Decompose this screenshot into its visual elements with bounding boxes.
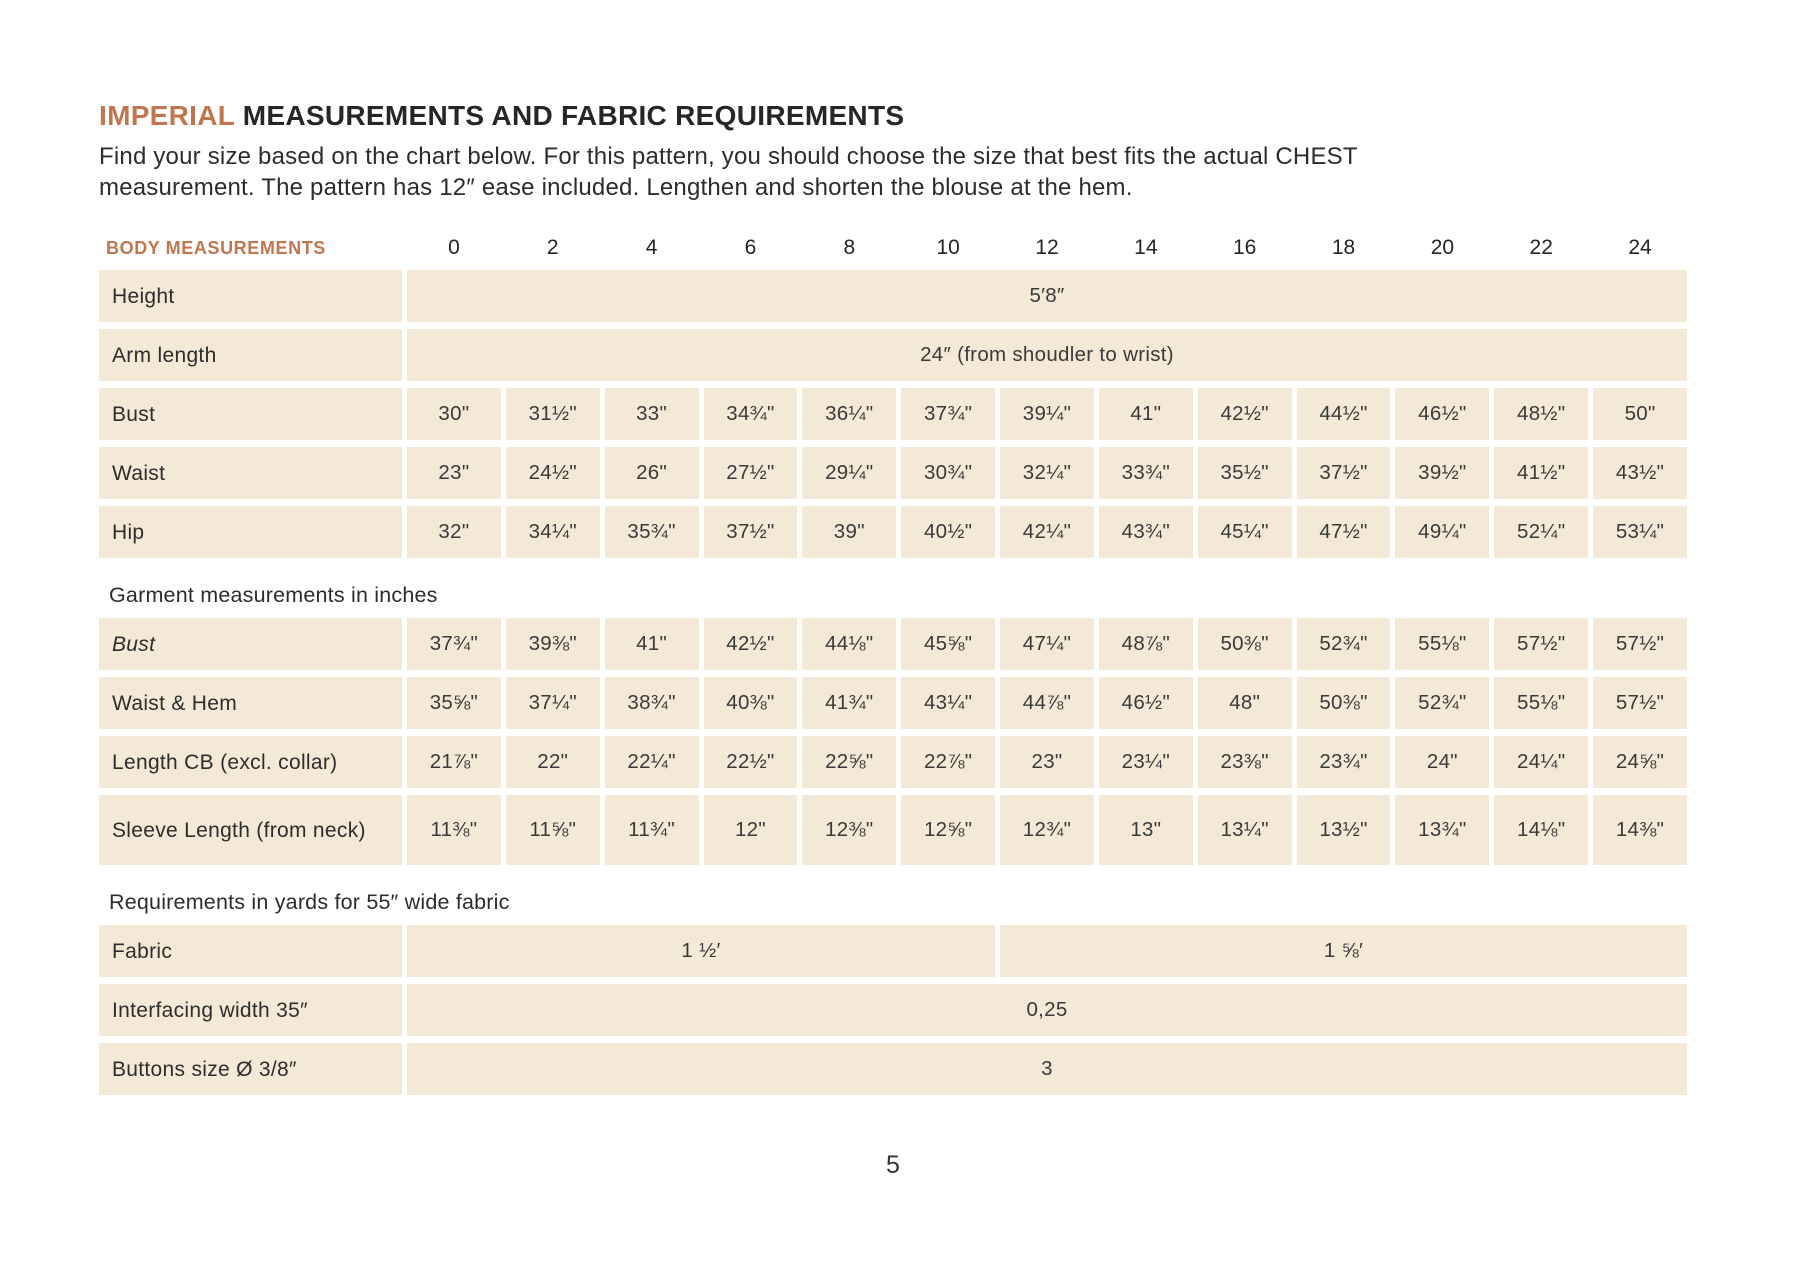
size-column-header: 10 — [936, 236, 960, 259]
value-cell: 48" — [1198, 677, 1292, 729]
page-number: 5 — [886, 1151, 900, 1179]
value-cell: 41¾" — [802, 677, 896, 729]
value-cell: 46½" — [1099, 677, 1193, 729]
value-cell: 57½" — [1593, 677, 1687, 729]
value-cell: 11⅜" — [407, 795, 501, 865]
value-cell: 35¾" — [605, 506, 699, 558]
value-cell: 47½" — [1297, 506, 1391, 558]
size-column-header: 14 — [1134, 236, 1158, 259]
page-title — [99, 100, 1687, 132]
value-cell: 13" — [1099, 795, 1193, 865]
value-cell: 32" — [407, 506, 501, 558]
value-cell: 23⅜" — [1198, 736, 1292, 788]
value-cell: 55⅛" — [1494, 677, 1588, 729]
value-cell: 43½" — [1593, 447, 1687, 499]
span-value-cell: 5′8″ — [407, 270, 1687, 322]
row-label: Height — [99, 270, 402, 322]
value-cell: 52¾" — [1395, 677, 1489, 729]
value-cell: 48½" — [1494, 388, 1588, 440]
size-column-header: 22 — [1529, 236, 1553, 259]
value-cell: 50⅜" — [1198, 618, 1292, 670]
value-cell: 12⅝" — [901, 795, 995, 865]
row-label: Arm length — [99, 329, 402, 381]
value-cell: 42¼" — [1000, 506, 1094, 558]
value-cell: 39⅜" — [506, 618, 600, 670]
size-column-header: 6 — [744, 236, 757, 259]
value-cell: 52¾" — [1297, 618, 1391, 670]
value-cell: 22" — [506, 736, 600, 788]
table-corner-label: BODY MEASUREMENTS — [106, 237, 326, 258]
value-cell: 14⅜" — [1593, 795, 1687, 865]
value-cell: 34¾" — [704, 388, 798, 440]
value-cell: 50⅜" — [1297, 677, 1391, 729]
span-value-cell: 24″ (from shoudler to wrist) — [407, 329, 1687, 381]
value-cell: 24½" — [506, 447, 600, 499]
value-cell: 55⅛" — [1395, 618, 1489, 670]
span-value-cell: 0,25 — [407, 984, 1687, 1036]
value-cell: 46½" — [1395, 388, 1489, 440]
value-cell: 13¼" — [1198, 795, 1292, 865]
value-cell: 32¼" — [1000, 447, 1094, 499]
value-cell: 43¼" — [901, 677, 995, 729]
size-column-header: 12 — [1035, 236, 1059, 259]
size-column-header: 24 — [1628, 236, 1652, 259]
value-cell: 41" — [605, 618, 699, 670]
size-column-header: 8 — [843, 236, 856, 259]
split-left-cell: 1 ½′ — [407, 925, 995, 977]
value-cell: 53¼" — [1593, 506, 1687, 558]
row-label: Interfacing width 35″ — [99, 984, 402, 1036]
row-label: Waist — [99, 447, 402, 499]
value-cell: 12" — [704, 795, 798, 865]
page-title-rest: MEASUREMENTS AND FABRIC REQUIREMENTS — [234, 100, 905, 131]
row-label: Bust — [99, 388, 402, 440]
value-cell: 11¾" — [605, 795, 699, 865]
value-cell: 37½" — [704, 506, 798, 558]
value-cell: 37½" — [1297, 447, 1391, 499]
value-cell: 49¼" — [1395, 506, 1489, 558]
section-heading: Garment measurements in inches — [109, 583, 438, 607]
value-cell: 43¾" — [1099, 506, 1193, 558]
value-cell: 35½" — [1198, 447, 1292, 499]
value-cell: 41½" — [1494, 447, 1588, 499]
value-cell: 11⅝" — [506, 795, 600, 865]
page-title-accent: IMPERIAL — [99, 100, 235, 131]
value-cell: 48⅞" — [1099, 618, 1193, 670]
row-label: Buttons size Ø 3/8″ — [99, 1043, 402, 1095]
value-cell: 44⅛" — [802, 618, 896, 670]
value-cell: 12¾" — [1000, 795, 1094, 865]
value-cell: 30" — [407, 388, 501, 440]
value-cell: 39½" — [1395, 447, 1489, 499]
value-cell: 44⅞" — [1000, 677, 1094, 729]
value-cell: 36¼" — [802, 388, 896, 440]
value-cell: 22⅞" — [901, 736, 995, 788]
value-cell: 39" — [802, 506, 896, 558]
value-cell: 41" — [1099, 388, 1193, 440]
value-cell: 22½" — [704, 736, 798, 788]
value-cell: 39¼" — [1000, 388, 1094, 440]
size-column-header: 18 — [1331, 236, 1356, 259]
size-column-header: 0 — [448, 236, 460, 259]
value-cell: 22¼" — [605, 736, 699, 788]
value-cell: 13½" — [1297, 795, 1391, 865]
value-cell: 23" — [1000, 736, 1094, 788]
value-cell: 24" — [1395, 736, 1489, 788]
value-cell: 57½" — [1593, 618, 1687, 670]
span-value-cell: 3 — [407, 1043, 1687, 1095]
size-column-header: 16 — [1233, 236, 1257, 259]
value-cell: 37¾" — [901, 388, 995, 440]
value-cell: 26" — [605, 447, 699, 499]
split-right-cell: 1 ⅝′ — [1000, 925, 1687, 977]
value-cell: 29¼" — [802, 447, 896, 499]
value-cell: 24⅝" — [1593, 736, 1687, 788]
measurement-table — [99, 233, 1687, 1095]
size-column-header: 2 — [546, 236, 559, 259]
value-cell: 45⅝" — [901, 618, 995, 670]
value-cell: 44½" — [1297, 388, 1391, 440]
section-heading: Requirements in yards for 55″ wide fabric — [109, 890, 510, 914]
value-cell: 37¾" — [407, 618, 501, 670]
size-column-header: 4 — [645, 236, 658, 259]
intro-text: Find your size based on the chart below. For this pattern, you should choose the size that best fits the actual CHEST measurement. The pattern has 12″ ease included. Lengthen and shorten the blouse at the hem. — [99, 143, 1358, 201]
value-cell: 12⅜" — [802, 795, 896, 865]
value-cell: 30¾" — [901, 447, 995, 499]
value-cell: 45¼" — [1198, 506, 1292, 558]
value-cell: 42½" — [1198, 388, 1292, 440]
value-cell: 33¾" — [1099, 447, 1193, 499]
value-cell: 42½" — [704, 618, 798, 670]
value-cell: 13¾" — [1395, 795, 1489, 865]
value-cell: 35⅝" — [407, 677, 501, 729]
value-cell: 22⅝" — [802, 736, 896, 788]
value-cell: 23" — [407, 447, 501, 499]
value-cell: 50" — [1593, 388, 1687, 440]
value-cell: 34¼" — [506, 506, 600, 558]
row-label: Sleeve Length (from neck) — [99, 795, 402, 865]
row-label: Fabric — [99, 925, 402, 977]
value-cell: 47¼" — [1000, 618, 1094, 670]
value-cell: 23¾" — [1297, 736, 1391, 788]
value-cell: 14⅛" — [1494, 795, 1588, 865]
value-cell: 40½" — [901, 506, 995, 558]
value-cell: 57½" — [1494, 618, 1588, 670]
row-label: Waist & Hem — [99, 677, 402, 729]
value-cell: 52¼" — [1494, 506, 1588, 558]
row-label: Bust — [99, 618, 402, 670]
value-cell: 24¼" — [1494, 736, 1588, 788]
size-column-header: 20 — [1430, 236, 1455, 259]
value-cell: 37¼" — [506, 677, 600, 729]
value-cell: 31½" — [506, 388, 600, 440]
row-label: Length CB (excl. collar) — [99, 736, 402, 788]
value-cell: 40⅜" — [704, 677, 798, 729]
value-cell: 23¼" — [1099, 736, 1193, 788]
value-cell: 27½" — [704, 447, 798, 499]
value-cell: 33" — [605, 388, 699, 440]
document-page — [99, 0, 1687, 1180]
value-cell: 38¾" — [605, 677, 699, 729]
value-cell: 21⅞" — [407, 736, 501, 788]
row-label: Hip — [99, 506, 402, 558]
